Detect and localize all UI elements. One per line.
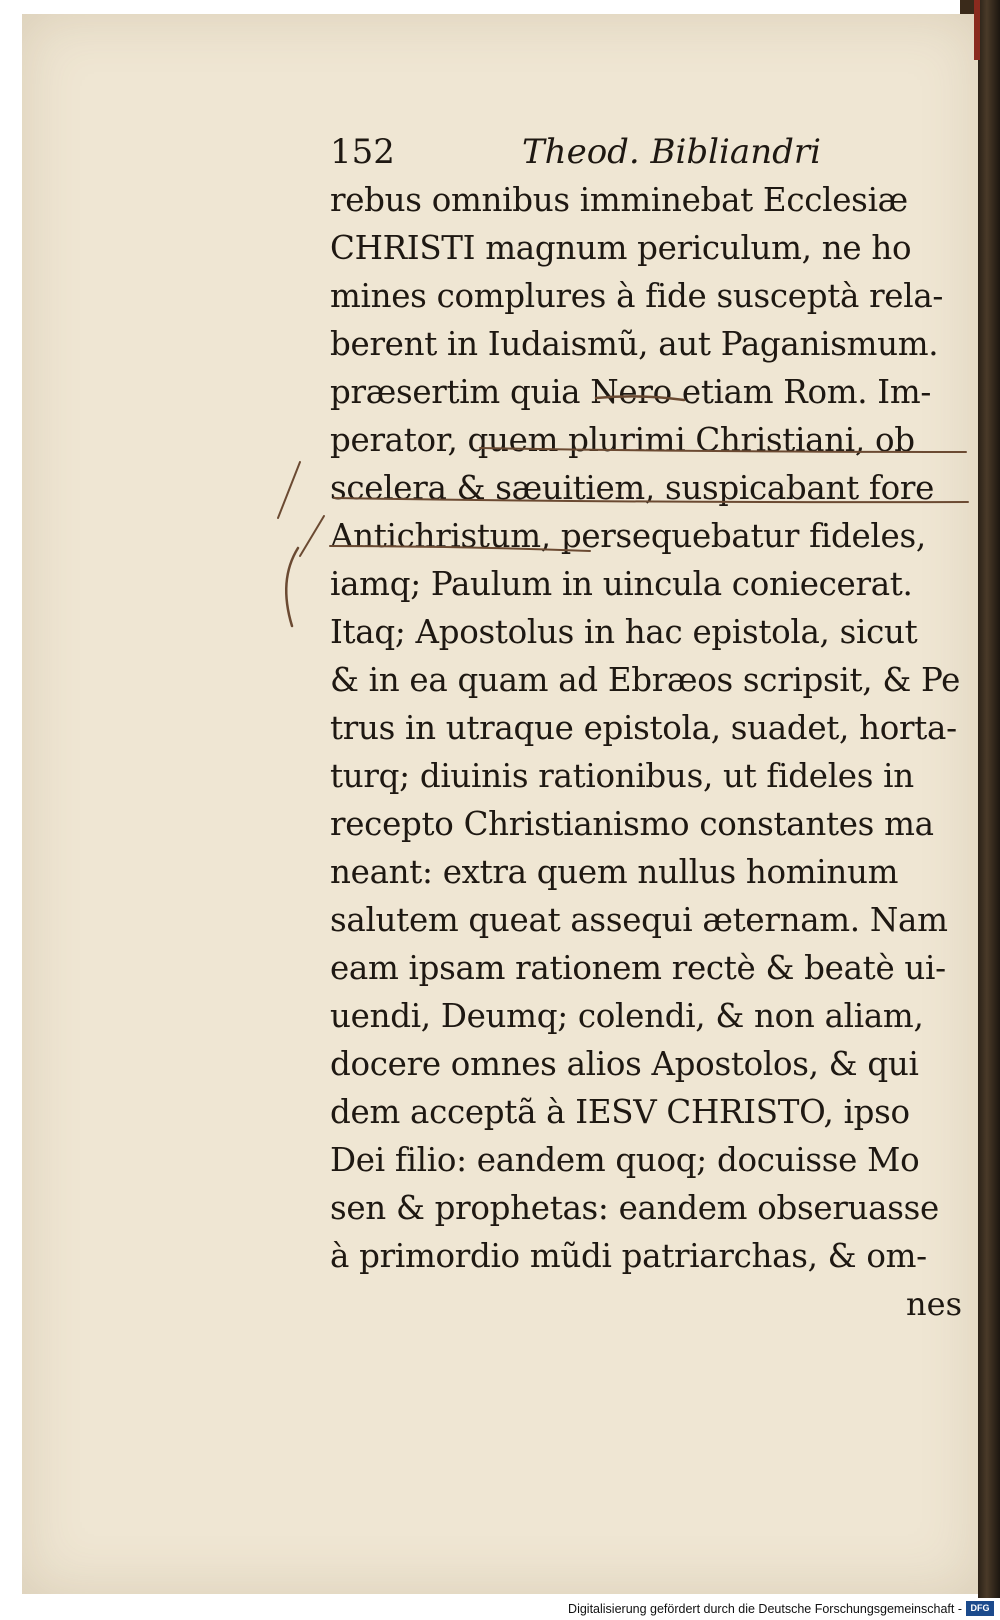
text-line: perator, quem plurimi Christiani, ob: [330, 421, 915, 459]
text-line: præsertim quia Nero etiam Rom. Im-: [330, 373, 932, 411]
text-line: docere omnes alios Apostolos, & qui: [330, 1045, 919, 1083]
printed-text-block: [330, 128, 970, 1328]
text-line: eam ipsam rationem rectè & beatè ui-: [330, 949, 946, 987]
page-header: [330, 128, 970, 176]
text-line: Dei filio: eandem quoq; docuisse Mo: [330, 1141, 920, 1179]
binding-red-mark: [974, 0, 980, 60]
text-line: Antichristum, persequebatur fideles,: [330, 517, 926, 555]
text-line: mines complures à fide susceptà rela-: [330, 277, 944, 315]
book-binding-edge: [978, 0, 1000, 1600]
text-line: & in ea quam ad Ebræos scripsit, & Pe: [330, 661, 961, 699]
text-line: scelera & sæuitiem, suspicabant fore: [330, 469, 935, 507]
text-line: trus in utraque epistola, suadet, horta-: [330, 709, 957, 747]
text-line: uendi, Deumq; colendi, & non aliam,: [330, 997, 924, 1035]
catchword: nes: [906, 1285, 962, 1323]
dfg-logo: DFG: [966, 1601, 994, 1616]
footer-bar: [0, 1598, 1000, 1620]
text-line: rebus omnibus imminebat Ecclesiæ: [330, 181, 908, 219]
text-line: dem acceptã à IESV CHRISTO, ipso: [330, 1093, 910, 1131]
text-line: neant: extra quem nullus hominum: [330, 853, 899, 891]
text-line: CHRISTI magnum periculum, ne ho: [330, 229, 912, 267]
text-line: à primordio mũdi patriarchas, & om-: [330, 1237, 927, 1275]
text-line: berent in Iudaismũ, aut Paganismum.: [330, 325, 939, 363]
funding-credit: Digitalisierung gefördert durch die Deutsche Forschungsgemeinschaft -: [568, 1602, 962, 1616]
text-line: iamq; Paulum in uincula coniecerat.: [330, 565, 913, 603]
text-line: turq; diuinis rationibus, ut fideles in: [330, 757, 914, 795]
text-line: recepto Christianismo constantes ma: [330, 805, 934, 843]
running-head: Theod. Bibliandri: [522, 132, 821, 172]
text-line: salutem queat assequi æternam. Nam: [330, 901, 948, 939]
page-number: 152: [330, 132, 395, 172]
text-line: sen & prophetas: eandem obseruasse: [330, 1189, 939, 1227]
text-line: Itaq; Apostolus in hac epistola, sicut: [330, 613, 918, 651]
